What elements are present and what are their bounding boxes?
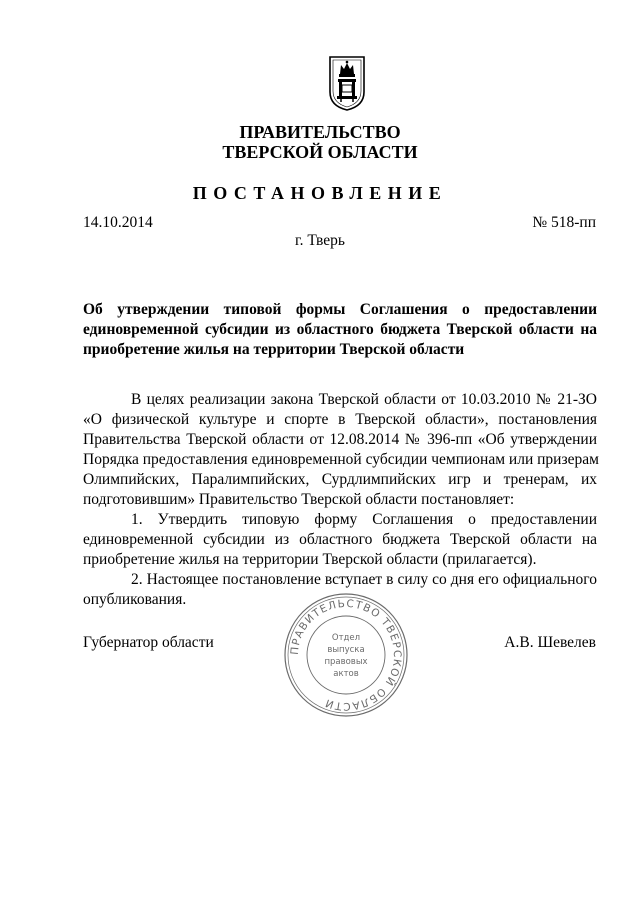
body-line: единовременной субсидии из областного бюджета Тверской области на (83, 531, 597, 548)
official-stamp (283, 592, 409, 718)
body-line: Порядка предоставления единовременной субсидии чемпионам или призерам (83, 451, 599, 468)
body-line: приобретение жилья на территории Тверской области (прилагается). (83, 551, 537, 568)
document-date: 14.10.2014 (83, 214, 153, 231)
title-line: единовременной субсидии из областного бюджета Тверской области на (83, 321, 597, 338)
body-line: 2. Настоящее постановление вступает в силу со дня его официального (131, 571, 597, 588)
document-city: г. Тверь (295, 232, 345, 249)
title-line: приобретение жилья на территории Тверской области (83, 341, 465, 358)
org-name-line2: ТВЕРСКОЙ ОБЛАСТИ (222, 142, 418, 162)
body-line: подготовившим» Правительство Тверской области постановляет: (83, 491, 515, 508)
org-name-line1: ПРАВИТЕЛЬСТВО (239, 122, 401, 142)
stamp-inner-line: Отдел (331, 633, 361, 643)
body-line: Правительства Тверской области от 12.08.2014 № 396-пп «Об утверждении (83, 431, 597, 448)
body-line: Олимпийских, Паралимпийских, Сурдлимпийских игр и тренерам, их (83, 471, 597, 488)
title-line: Об утверждении типовой формы Соглашения о предоставлении (83, 301, 597, 318)
document-type: ПОСТАНОВЛЕНИЕ (192, 183, 448, 203)
stamp-inner-line: выпуска (327, 645, 365, 655)
document-number: № 518-пп (532, 214, 596, 231)
body-line: «О физической культуре и спорте в Тверской области», постановления (83, 411, 597, 428)
stamp-inner-line: правовых (324, 657, 368, 667)
body-line: В целях реализации закона Тверской области от 10.03.2010 № 21-ЗО (131, 391, 597, 408)
signatory-name: А.В. Шевелев (504, 634, 596, 651)
stamp-ring-text: ПРАВИТЕЛЬСТВО ТВЕРСКОЙ ОБЛАСТИ (288, 597, 404, 713)
body-line: опубликования. (83, 591, 187, 608)
stamp-inner-line: актов (333, 669, 359, 679)
tver-coat-of-arms-icon (327, 54, 367, 112)
signatory-position: Губернатор области (83, 634, 214, 651)
body-line: 1. Утвердить типовую форму Соглашения о предоставлении (131, 511, 597, 528)
